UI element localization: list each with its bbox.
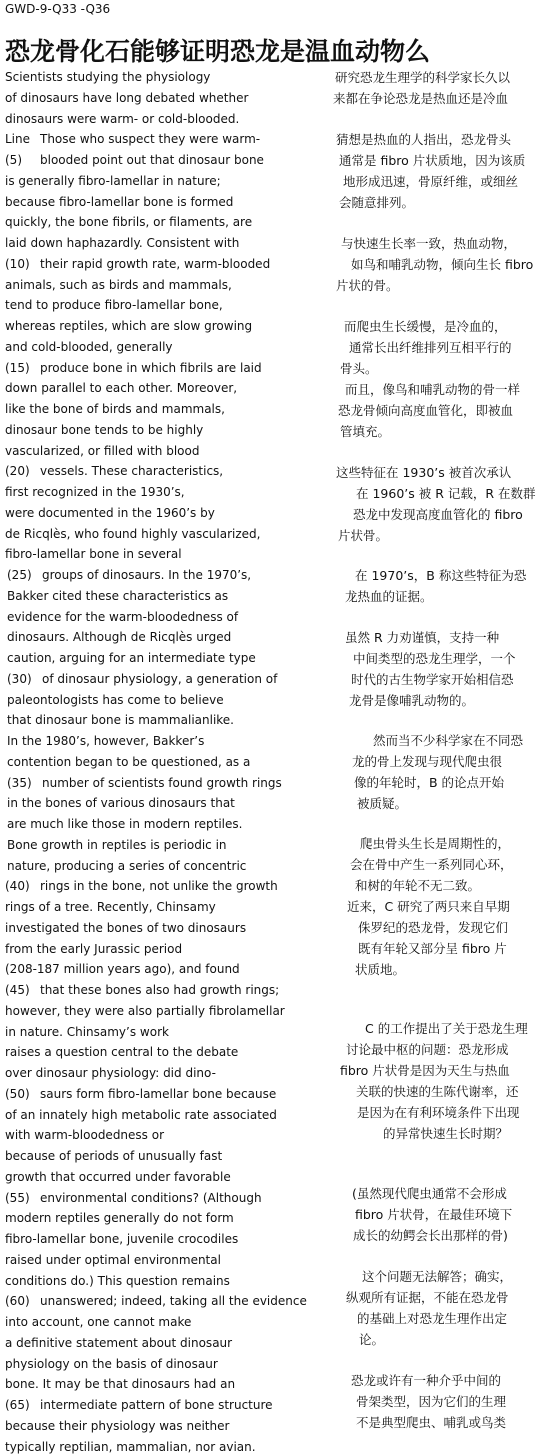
translation-line: 片状的骨。 xyxy=(336,278,399,293)
line-number: (35) xyxy=(7,775,32,790)
translation-line: 虽然 R 力劝谨慎，支持一种 xyxy=(345,630,500,645)
passage-line xyxy=(5,70,210,84)
line-text: of dinosaurs have long debated whether xyxy=(5,90,249,105)
passage-line xyxy=(5,112,239,126)
passage-line xyxy=(5,1419,229,1433)
line-text: however, they were also partially fibrolamellar xyxy=(5,1003,285,1018)
passage-line xyxy=(5,485,185,499)
passage-line xyxy=(5,1128,164,1142)
line-text: in nature. Chinsamy’s work xyxy=(5,1024,169,1039)
passage-line xyxy=(7,755,250,769)
translation-line: 会随意排列。 xyxy=(339,195,415,210)
translation-line: 爬虫骨头生长是周期性的， xyxy=(360,836,511,851)
passage-line xyxy=(5,1336,232,1350)
line-text: Bone growth in reptiles is periodic in xyxy=(7,837,227,852)
translation-line: 状质地。 xyxy=(355,962,406,977)
passage-line xyxy=(5,1232,238,1246)
passage-line xyxy=(5,132,260,146)
line-text: because of periods of unusually fast xyxy=(5,1149,223,1163)
passage-line xyxy=(5,195,233,209)
passage-line xyxy=(7,713,234,727)
passage-line xyxy=(5,983,279,997)
line-text: Scientists studying the physiology xyxy=(5,70,211,84)
line-text: groups of dinosaurs. In the 1970’s, xyxy=(42,568,252,582)
passage-line xyxy=(5,547,182,561)
line-text: conditions do.) This question remains xyxy=(5,1273,230,1288)
line-text: with warm-bloodedness or xyxy=(5,1128,165,1143)
translation-line: C 的工作提出了关于恐龙生理 xyxy=(365,1021,528,1036)
translation-line: 如鸟和哺乳动物，倾向生长 fibro xyxy=(351,257,534,272)
translation-line: 通常长出纤维排列互相平行的 xyxy=(349,340,512,355)
passage-line xyxy=(5,1004,285,1018)
translation-line: 侏罗纪的恐龙骨，发现它们 xyxy=(358,920,509,935)
translation-line: 这个问题无法解答；确实， xyxy=(362,1269,513,1284)
passage-line xyxy=(5,900,216,914)
line-text: down parallel to each other. Moreover, xyxy=(5,381,238,396)
passage-line xyxy=(5,1253,221,1267)
passage-line xyxy=(5,464,223,478)
translation-line: 近来，C 研究了两只来自早期 xyxy=(347,899,510,914)
passage-line xyxy=(5,1025,169,1039)
passage-line xyxy=(5,1108,277,1122)
line-number: (50) xyxy=(5,1086,30,1101)
passage-line xyxy=(5,1170,231,1184)
passage-line xyxy=(5,257,270,271)
line-text: physiology on the basis of dinosaur xyxy=(5,1356,218,1371)
translation-line: 这些特征在 1930’s 被首次承认 xyxy=(336,465,512,480)
passage-line xyxy=(5,1398,273,1412)
translation-line: 被质疑。 xyxy=(357,796,408,811)
passage-line xyxy=(5,1274,230,1288)
line-number: (10) xyxy=(5,256,30,271)
translation-line: (虽然现代爬虫通常不会形成 xyxy=(352,1186,507,1201)
translation-line: 会在骨中产生一系列同心环， xyxy=(350,857,513,872)
translation-line: 龙的骨上发现与现代爬虫很 xyxy=(352,754,503,769)
translation-line: 猜想是热血的人指出，恐龙骨头 xyxy=(336,132,512,147)
translation-line: 骨头。 xyxy=(340,361,378,376)
translation-line: fibro 片状骨，在最佳环境下 xyxy=(355,1207,513,1222)
passage-line xyxy=(5,921,246,935)
line-text: over dinosaur physiology: did dino- xyxy=(5,1066,216,1080)
line-text: first recognized in the 1930’s, xyxy=(5,485,185,499)
translation-line: 管填充。 xyxy=(340,424,391,439)
translation-line: 和树的年轮不无二致。 xyxy=(355,878,481,893)
translation-line: 而爬虫生长缓慢，是冷血的， xyxy=(344,319,507,334)
passage-line xyxy=(5,962,240,976)
translation-line: 是因为在有利环境条件下出现 xyxy=(357,1105,520,1120)
passage-line xyxy=(5,402,225,416)
line-text: bone. It may be that dinosaurs had an xyxy=(5,1377,236,1392)
line-text: de Ricqlès, who found highly vascularized, xyxy=(5,526,261,541)
translation-line: 地形成迅速，骨原纤维，或细丝 xyxy=(343,174,519,189)
passage-line xyxy=(5,278,232,292)
line-text: because their physiology was neither xyxy=(5,1418,230,1433)
passage-line xyxy=(5,361,262,375)
line-text: growth that occurred under favorable xyxy=(5,1169,231,1184)
translation-line: 片状骨。 xyxy=(338,528,389,543)
translation-line: 像的年轮时，B 的论点开始 xyxy=(354,775,505,790)
line-text: a definitive statement about dinosaur xyxy=(5,1335,233,1350)
line-text: vessels. These characteristics, xyxy=(40,464,224,479)
line-text: is generally fibro-lamellar in nature; xyxy=(5,173,221,188)
passage-line xyxy=(5,942,182,956)
line-text: fibro-lamellar bone, juvenile crocodiles xyxy=(5,1232,239,1246)
passage-line xyxy=(5,215,252,229)
translation-line: 讨论最中枢的问题：恐龙形成 xyxy=(346,1042,509,1057)
line-number: (65) xyxy=(5,1398,30,1412)
line-text: evidence for the warm-bloodedness of xyxy=(7,609,239,624)
translation-line: 龙热血的证据。 xyxy=(345,589,433,604)
line-text: intermediate pattern of bone structure xyxy=(40,1398,273,1412)
passage-line xyxy=(7,589,228,603)
translation-line: 与快速生长率一致，热血动物， xyxy=(341,236,517,251)
passage-line xyxy=(5,1377,235,1391)
passage-line xyxy=(5,153,264,167)
line-text: whereas reptiles, which are slow growing xyxy=(5,319,253,333)
line-number: (5) xyxy=(5,153,22,167)
line-text: like the bone of birds and mammals, xyxy=(5,402,225,416)
translation-line: 龙骨是像哺乳动物的。 xyxy=(349,693,475,708)
passage-line xyxy=(7,734,204,748)
line-text: and cold-blooded, generally xyxy=(5,339,173,354)
line-text: typically reptilian, mammalian, nor avian. xyxy=(5,1439,256,1454)
passage-line xyxy=(5,381,237,395)
line-text: (208-187 million years ago), and found xyxy=(5,962,240,977)
translation-line: 中间类型的恐龙生理学，一个 xyxy=(353,651,516,666)
question-code: GWD-9-Q33 -Q36 xyxy=(5,2,111,16)
passage-line xyxy=(5,1045,238,1059)
line-text: were documented in the 1960’s by xyxy=(5,505,215,520)
line-text: Bakker cited these characteristics as xyxy=(7,588,229,603)
line-number: (20) xyxy=(5,464,30,479)
translation-line: 骨架类型，因为它们的生理 xyxy=(356,1394,507,1409)
line-number: (25) xyxy=(7,568,32,582)
line-text: rings of a tree. Recently, Chinsamy xyxy=(5,900,216,914)
translation-line: 论。 xyxy=(359,1332,385,1347)
passage-line xyxy=(7,672,277,686)
line-text: from the early Jurassic period xyxy=(5,941,183,956)
line-text: dinosaurs were warm- or cold-blooded. xyxy=(5,111,240,126)
passage-line xyxy=(5,1294,307,1308)
line-text: caution, arguing for an intermediate type xyxy=(7,651,256,665)
translation-line: 在 1960’s 被 R 记载，R 在数群 xyxy=(356,486,536,501)
passage-line xyxy=(7,796,235,810)
passage-line xyxy=(7,817,242,831)
line-text: tend to produce fibro-lamellar bone, xyxy=(5,298,223,313)
passage-line xyxy=(5,298,223,312)
line-text: fibro-lamellar bone in several xyxy=(5,547,182,562)
line-text: of dinosaur physiology, a generation of xyxy=(42,671,278,686)
translation-line: 来都在争论恐龙是热血还是冷血 xyxy=(333,91,509,106)
line-text: because fibro-lamellar bone is formed xyxy=(5,194,234,209)
translation-line: 然而当不少科学家在不同恐 xyxy=(373,733,524,748)
line-text: saurs form fibro-lamellar bone because xyxy=(40,1086,277,1101)
line-text: dinosaurs. Although de Ricqlès urged xyxy=(7,630,232,645)
line-text: dinosaur bone tends to be highly xyxy=(5,422,204,437)
passage-line xyxy=(7,630,231,644)
line-text: blooded point out that dinosaur bone xyxy=(40,153,264,167)
translation-line: 既有年轮又部分呈 fibro 片 xyxy=(358,941,507,956)
line-text: that dinosaur bone is mammalianlike. xyxy=(7,713,234,728)
passage-line xyxy=(5,506,215,520)
translation-line: 恐龙中发现高度血管化的 fibro xyxy=(353,507,523,522)
passage-line xyxy=(7,838,227,852)
line-text: Those who suspect they were warm- xyxy=(40,132,261,147)
passage-line xyxy=(5,1066,216,1080)
line-text: modern reptiles generally do not form xyxy=(5,1211,234,1226)
passage-line xyxy=(5,91,248,105)
passage-line xyxy=(5,423,203,437)
passage-line xyxy=(5,1315,191,1329)
line-number: (60) xyxy=(5,1294,30,1309)
line-text: in the bones of various dinosaurs that xyxy=(7,796,235,811)
translation-line: 不是典型爬虫、哺乳或鸟类 xyxy=(356,1415,507,1430)
line-text: are much like those in modern reptiles. xyxy=(7,817,243,831)
line-text: of an innately high metabolic rate associated xyxy=(5,1107,277,1122)
line-number: (30) xyxy=(7,671,32,686)
line-text: paleontologists has come to believe xyxy=(7,692,224,707)
line-text: into account, one cannot make xyxy=(5,1315,192,1329)
translation-line: 的基础上对恐龙生理作出定 xyxy=(357,1311,508,1326)
line-text: rings in the bone, not unlike the growth xyxy=(40,879,278,894)
line-text: nature, producing a series of concentric xyxy=(7,858,247,873)
translation-line: 时代的古生物学家开始相信恐 xyxy=(351,672,514,687)
line-text: that these bones also had growth rings; xyxy=(40,983,280,997)
line-text: laid down haphazardly. Consistent with xyxy=(5,236,240,250)
line-text: vascularized, or filled with blood xyxy=(5,443,200,458)
translation-line: 研究恐龙生理学的科学家长久以 xyxy=(335,70,511,85)
passage-line xyxy=(7,693,224,707)
passage-line xyxy=(5,879,278,893)
translation-line: 恐龙或许有一种介乎中间的 xyxy=(351,1373,502,1388)
passage-line xyxy=(5,1440,256,1454)
translation-line: 纵观所有证据，不能在恐龙骨 xyxy=(346,1290,509,1305)
line-text: number of scientists found growth rings xyxy=(42,775,282,790)
line-text: raised under optimal environmental xyxy=(5,1252,221,1267)
line-text: their rapid growth rate, warm-blooded xyxy=(40,256,271,271)
line-text: produce bone in which fibrils are laid xyxy=(40,360,262,375)
line-text: In the 1980’s, however, Bakker’s xyxy=(7,734,205,748)
passage-line xyxy=(7,568,251,582)
translation-line: 成长的幼鳄会长出那样的骨) xyxy=(353,1228,508,1243)
translation-line: 的异常快速生长时期？ xyxy=(383,1126,509,1141)
passage-line xyxy=(5,1087,276,1101)
line-number: (45) xyxy=(5,983,30,997)
passage-line xyxy=(5,319,252,333)
page-title: 恐龙骨化石能够证明恐龙是温血动物么 xyxy=(5,37,431,66)
line-text: environmental conditions? (Although xyxy=(40,1190,262,1205)
passage-line xyxy=(7,651,256,665)
line-text: raises a question central to the debate xyxy=(5,1045,239,1060)
passage-line xyxy=(5,1191,262,1205)
translation-line: fibro 片状骨是因为天生与热血 xyxy=(340,1063,510,1078)
line-number: (40) xyxy=(5,879,30,894)
passage-line xyxy=(5,444,199,458)
passage-line xyxy=(5,527,260,541)
passage-line xyxy=(5,174,221,188)
passage-line xyxy=(5,340,173,354)
translation-line: 在 1970’s，B 称这些特征为恐 xyxy=(355,568,527,583)
line-number: (55) xyxy=(5,1190,30,1205)
line-text: animals, such as birds and mammals, xyxy=(5,277,232,292)
translation-line: 恐龙骨倾向高度血管化，即被血 xyxy=(338,403,514,418)
passage-line xyxy=(7,859,246,873)
line-text: unanswered; indeed, taking all the evidence xyxy=(40,1294,307,1309)
passage-line xyxy=(5,1211,234,1225)
translation-line: 关联的快速的生陈代谢率，还 xyxy=(356,1084,519,1099)
passage-line xyxy=(5,236,239,250)
line-text: investigated the bones of two dinosaurs xyxy=(5,920,247,935)
line-text: quickly, the bone fibrils, or filaments, are xyxy=(5,215,253,230)
line-number: (15) xyxy=(5,360,30,375)
translation-line: 而且，像鸟和哺乳动物的骨一样 xyxy=(345,382,521,397)
line-number: Line xyxy=(5,132,31,147)
passage-line xyxy=(7,610,238,624)
translation-line: 通常是 fibro 片状质地，因为该质 xyxy=(339,153,526,168)
line-text: contention began to be questioned, as a xyxy=(7,754,251,769)
passage-line xyxy=(7,776,282,790)
passage-line xyxy=(5,1149,222,1163)
passage-line xyxy=(5,1357,218,1371)
